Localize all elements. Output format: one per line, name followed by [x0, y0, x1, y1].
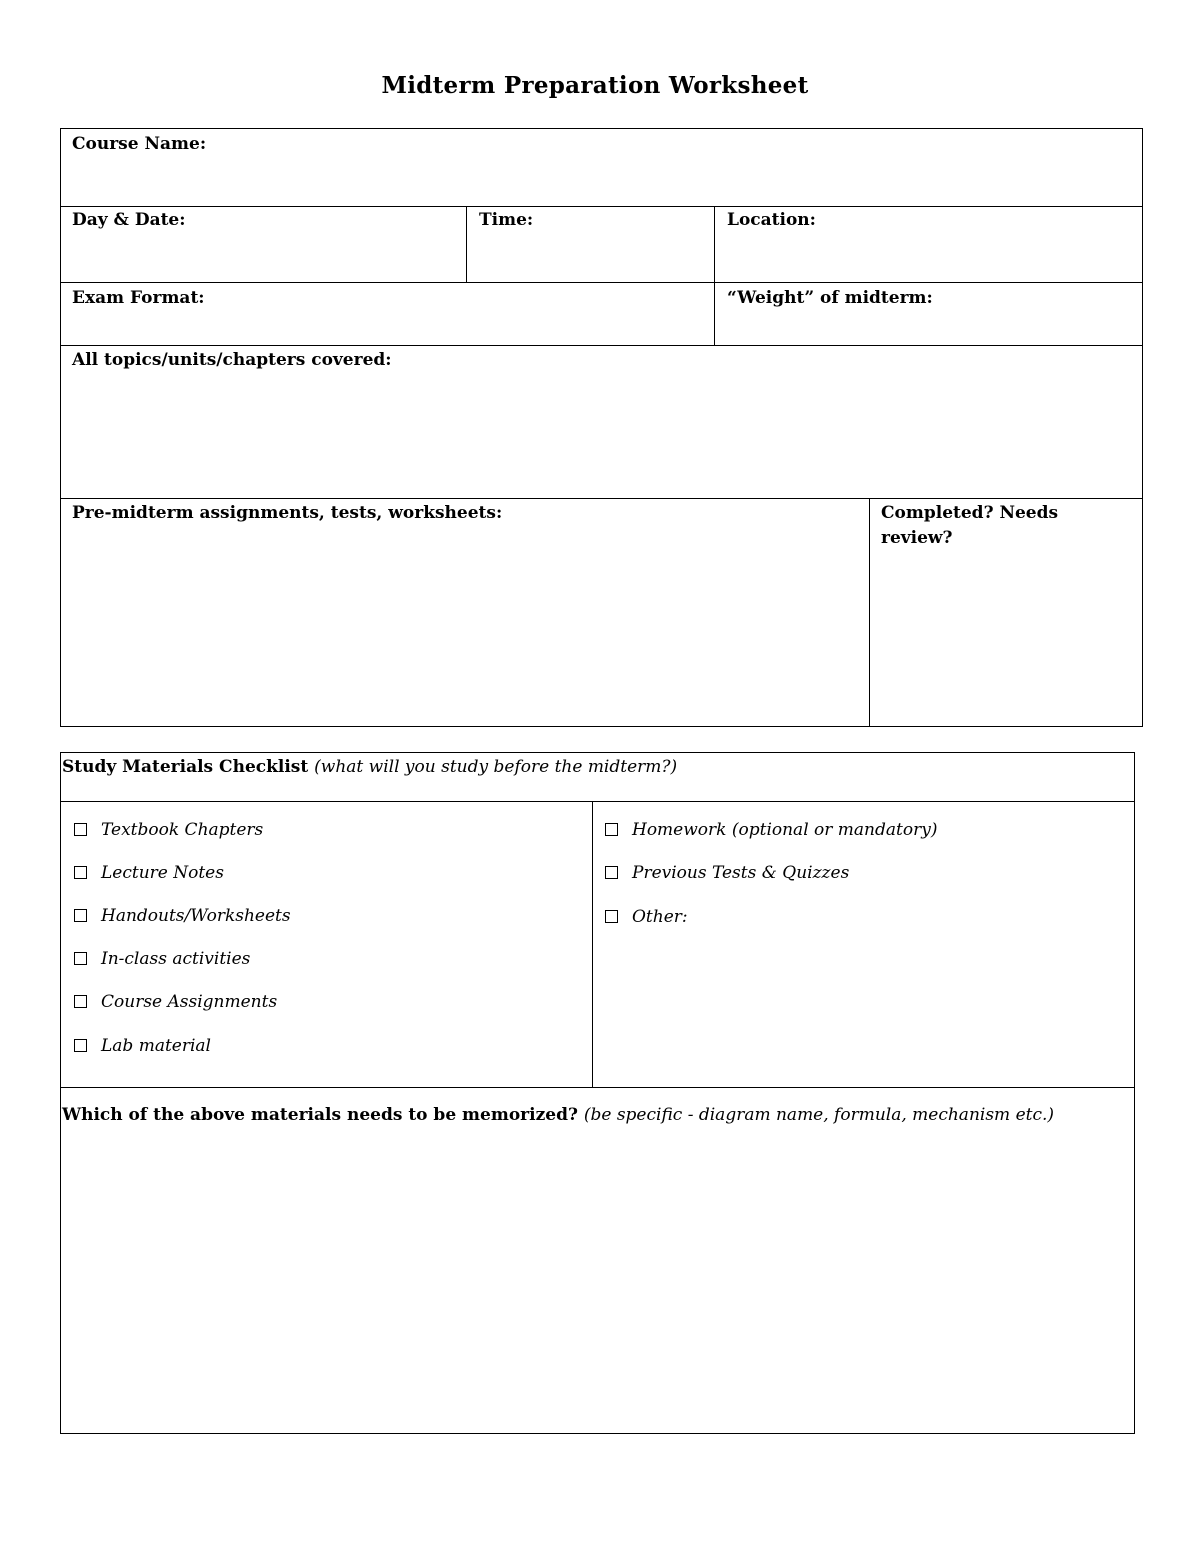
day-date-field[interactable]: Day & Date:: [72, 210, 186, 230]
checkbox-icon[interactable]: [74, 909, 87, 922]
course-name-field[interactable]: Course Name:: [72, 134, 207, 154]
checklist-item-lab-material[interactable]: Lab material: [74, 1035, 211, 1057]
checklist-item-homework[interactable]: Homework (optional or mandatory): [605, 819, 937, 841]
location-field[interactable]: Location:: [727, 210, 816, 230]
checklist-item-textbook[interactable]: Textbook Chapters: [74, 819, 263, 841]
weight-field[interactable]: “Weight” of midterm:: [727, 288, 933, 308]
memorize-question-text: Which of the above materials needs to be memorized?: [62, 1105, 578, 1125]
completed-field[interactable]: Completed? Needs review?: [881, 503, 1059, 548]
assignments-field[interactable]: Pre-midterm assignments, tests, worksheets:: [72, 503, 503, 523]
checklist-item-previous-tests[interactable]: Previous Tests & Quizzes: [605, 862, 849, 884]
time-field[interactable]: Time:: [479, 210, 534, 230]
checkbox-icon[interactable]: [605, 866, 618, 879]
exam-info-table: [60, 128, 1143, 727]
checkbox-icon[interactable]: [74, 1039, 87, 1052]
study-checklist-heading: [62, 755, 677, 780]
checklist-item-course-assignments[interactable]: Course Assignments: [74, 991, 277, 1013]
checklist-item-in-class-activities[interactable]: In-class activities: [74, 948, 250, 970]
checklist-item-handouts[interactable]: Handouts/Worksheets: [74, 905, 291, 927]
checklist-item-lecture-notes[interactable]: Lecture Notes: [74, 862, 224, 884]
exam-format-field[interactable]: Exam Format:: [72, 288, 205, 308]
study-materials-table: [60, 752, 1135, 1434]
topics-field[interactable]: All topics/units/chapters covered:: [72, 350, 392, 370]
checkbox-icon[interactable]: [605, 823, 618, 836]
study-checklist-title: Study Materials Checklist: [62, 757, 309, 777]
page-title: Midterm Preparation Worksheet: [381, 72, 809, 99]
checkbox-icon[interactable]: [74, 823, 87, 836]
checkbox-icon[interactable]: [74, 952, 87, 965]
checklist-item-other[interactable]: Other:: [605, 906, 688, 928]
memorize-question[interactable]: [62, 1103, 1054, 1128]
checkbox-icon[interactable]: [74, 995, 87, 1008]
memorize-question-note: (be specific - diagram name, formula, mechanism etc.): [583, 1105, 1055, 1125]
checkbox-icon[interactable]: [74, 866, 87, 879]
study-checklist-note: (what will you study before the midterm?): [314, 757, 678, 777]
checkbox-icon[interactable]: [605, 910, 618, 923]
